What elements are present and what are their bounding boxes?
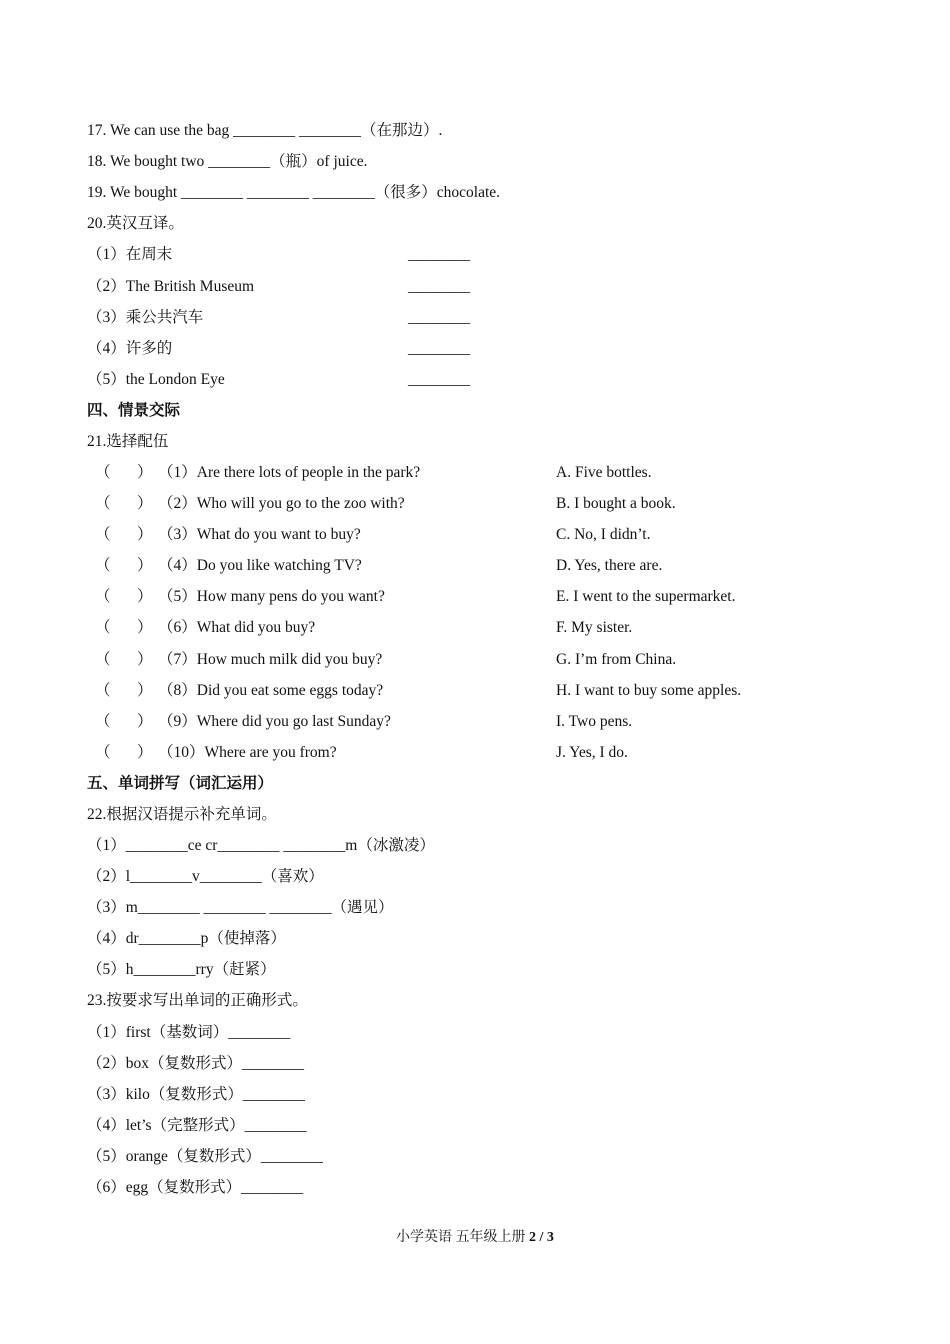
- question-23-item: （4）let’s（完整形式）________: [87, 1117, 307, 1134]
- answer-paren[interactable]: （: [95, 744, 111, 761]
- question-20-item: （4）许多的 ________: [87, 340, 470, 357]
- question-23-title: 23.按要求写出单词的正确形式。: [87, 992, 308, 1009]
- answer-blank[interactable]: ________: [408, 340, 470, 357]
- question-20-item: （1）在周末 ________: [87, 246, 470, 263]
- answer-blank[interactable]: ________: [408, 309, 470, 326]
- answer-paren[interactable]: （: [95, 526, 111, 543]
- answer-blank[interactable]: ________: [408, 371, 470, 388]
- question-22-item: （4）dr________p（使掉落）: [87, 930, 286, 947]
- page-number: 2 / 3: [529, 1230, 554, 1245]
- question-23-item: （1）first（基数词）________: [87, 1024, 291, 1041]
- answer-paren[interactable]: （: [95, 557, 111, 574]
- question-23-item: （5）orange（复数形式）________: [87, 1148, 323, 1165]
- question-20-item: （3）乘公共汽车 ________: [87, 309, 470, 326]
- question-21-title: 21.选择配伍: [87, 433, 169, 450]
- section-heading-4: 四、情景交际: [87, 402, 181, 419]
- answer-paren[interactable]: （: [95, 495, 111, 512]
- question-18: 18. We bought two ________（瓶）of juice.: [87, 153, 368, 170]
- question-22-item: （3）m________ ________ ________（遇见）: [87, 899, 394, 916]
- question-22-item: （2）l________v________（喜欢）: [87, 868, 324, 885]
- answer-blank[interactable]: ________: [408, 246, 470, 263]
- question-20-item: （5）the London Eye ________: [87, 371, 470, 388]
- section-heading-5: 五、单词拼写（词汇运用）: [87, 775, 274, 792]
- answer-paren[interactable]: （: [95, 713, 111, 730]
- question-22-item: （1）________ce cr________ ________m（冰激凌）: [87, 837, 435, 854]
- question-19: 19. We bought ________ ________ ________（很多）chocolate.: [87, 184, 501, 201]
- answer-paren[interactable]: （: [95, 682, 111, 699]
- question-23-item: （3）kilo（复数形式）________: [87, 1086, 305, 1103]
- question-20-item: （2）The British Museum ________: [87, 278, 470, 295]
- question-23-item: （2）box（复数形式）________: [87, 1055, 305, 1072]
- answer-paren[interactable]: （: [95, 619, 111, 636]
- answer-paren[interactable]: （: [95, 651, 111, 668]
- question-20-title: 20.英汉互译。: [87, 215, 184, 232]
- page-footer: [0, 1229, 950, 1247]
- question-22-item: （5）h________rry（赶紧）: [87, 961, 276, 978]
- answer-blank[interactable]: ________: [408, 278, 470, 295]
- answer-paren[interactable]: （: [95, 588, 111, 605]
- question-23-item: （6）egg（复数形式）________: [87, 1179, 304, 1196]
- question-17: 17. We can use the bag ________ ________（在那边）.: [87, 122, 443, 139]
- answer-paren[interactable]: （: [95, 464, 111, 481]
- footer-subject: 小学英语 五年级上册: [396, 1230, 530, 1245]
- question-22-title: 22.根据汉语提示补充单词。: [87, 806, 277, 823]
- worksheet-page: 17. We can use the bag ________ ________（在那边）. 18. We bought two ________（瓶）of juice. 19. We bought ________ ________ ________（很多）chocolate. 20.英汉互译。 （1）在周末 ________ （2）The British Museum ________ （3）乘公共汽车 ________ （4）许多的 ________ （5）the London Eye ________ 四、情景交际 21.选择配伍 （ ） （1）Are there lots of people in the park? A. Five bottles. （ ） （2）Who will you go to the zoo with? B. I bought a book. （ ） （3）What do you want to buy? C. No, I didn’t. （ ） （4）Do you like watching TV? D. Yes, there are. （ ） （5）How many pens do you want? E. I went to the supermarket. （ ） （6）What did you buy? F. My sister. （ ） （7）How much milk did you buy? G. I’m from China. （ ） （8）Did you eat some eggs today? H. I want to buy some apples. （ ） （9）Where did you go last Sunday? I. Two pens. （ ） （10）Where are you from? J. Yes, I do. 五、单词拼写（词汇运用） 22.根据汉语提示补充单词。 （1）________ce cr________ ________m（冰激凌） （2）l________v________（喜欢） （3）m________ ________ ________（遇见） （4）dr________p（使掉落） （5）h________rry（赶紧） 23.按要求写出单词的正确形式。 （1）first（基数词）________ （2）box（复数形式）________ （3）kilo（复数形式）________ （4）let’s（完整形式）________ （5）orange（复数形式）________ （6）egg（复数形式）________ 小学英语 五年级上册 2 / 3: [0, 0, 950, 1344]
